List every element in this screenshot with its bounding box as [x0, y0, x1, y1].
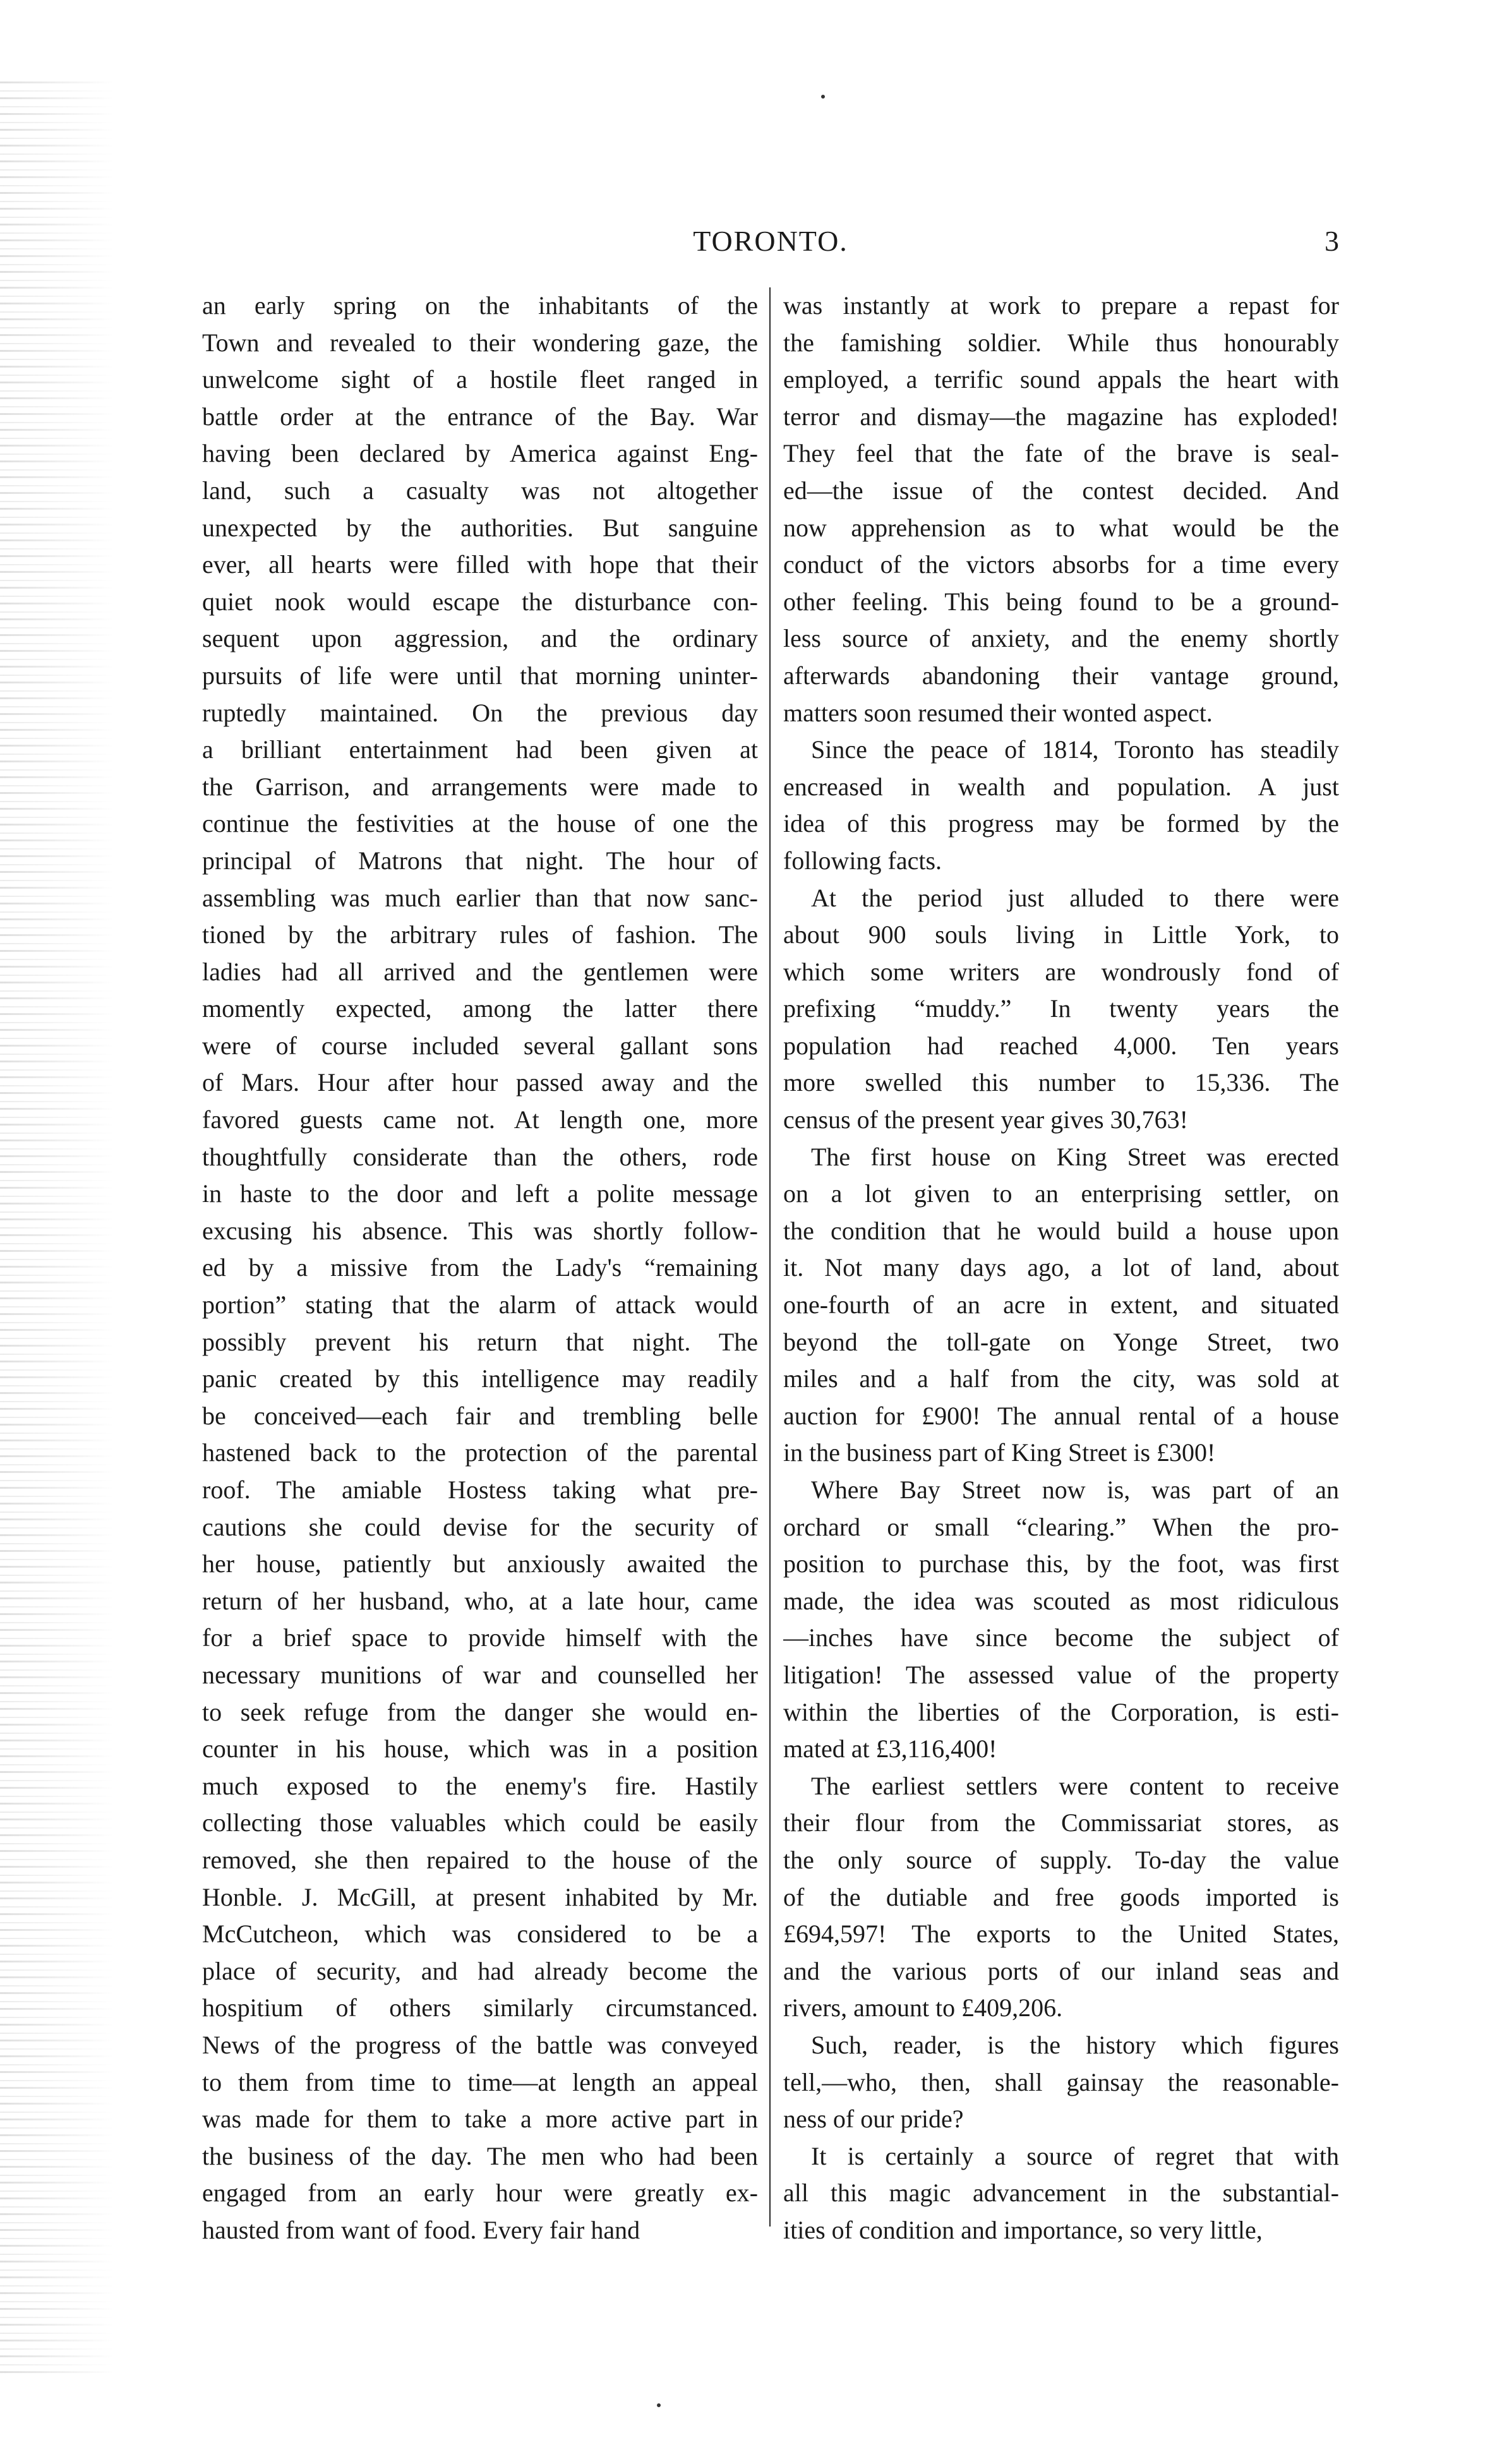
text-line: return of her husband, who, at a late hour, came — [202, 1586, 758, 1615]
text-line: continue the festivities at the house of one the — [202, 809, 758, 838]
text-line: a brilliant entertainment had been given at — [202, 735, 758, 764]
text-line: roof. The amiable Hostess taking what pre- — [202, 1475, 758, 1504]
text-line: about 900 souls living in Little York, to — [783, 920, 1339, 949]
text-columns — [202, 287, 1339, 2340]
text-line: less source of anxiety, and the enemy shortly — [783, 624, 1339, 653]
text-line: matters soon resumed their wonted aspect. — [783, 698, 1213, 727]
text-line: population had reached 4,000. Ten years — [783, 1031, 1339, 1060]
text-line: more swelled this number to 15,336. The — [783, 1068, 1339, 1097]
text-line: afterwards abandoning their vantage ground, — [783, 661, 1339, 690]
text-line: removed, she then repaired to the house of the — [202, 1845, 758, 1874]
text-line: were of course included several gallant sons — [202, 1031, 758, 1060]
page-number: 3 — [1325, 225, 1339, 257]
text-line: ever, all hearts were filled with hope that their — [202, 550, 758, 579]
text-line: in haste to the door and left a polite message — [202, 1179, 758, 1208]
text-line: quiet nook would escape the disturbance con- — [202, 587, 758, 616]
text-line: the only source of supply. To-day the value — [783, 1845, 1339, 1874]
text-line: assembling was much earlier than that now sanc- — [202, 883, 758, 912]
text-line: ed by a missive from the Lady's “remaining — [202, 1253, 758, 1282]
text-line: pursuits of life were until that morning uninter- — [202, 661, 758, 690]
text-line: was made for them to take a more active part in — [202, 2105, 758, 2134]
text-line: other feeling. This being found to be a ground- — [783, 587, 1339, 616]
text-line: mated at £3,116,400! — [783, 1734, 997, 1764]
text-line: Town and revealed to their wondering gaze, the — [202, 328, 758, 357]
text-line: having been declared by America against Eng- — [202, 439, 758, 468]
text-line: hastened back to the protection of the parental — [202, 1438, 758, 1467]
text-line: Where Bay Street now is, was part of an — [811, 1475, 1339, 1504]
text-line: made, the idea was scouted as most ridiculous — [783, 1586, 1339, 1615]
text-line: ed—the issue of the contest decided. And — [783, 476, 1339, 505]
text-line: It is certainly a source of regret that with — [811, 2141, 1339, 2170]
text-line: ness of our pride? — [783, 2105, 964, 2134]
print-speck — [657, 2403, 661, 2407]
column-rule — [769, 287, 771, 2227]
text-line: engaged from an early hour were greatly ex- — [202, 2179, 758, 2208]
text-line: —inches have since become the subject of — [783, 1623, 1339, 1652]
text-line: conduct of the victors absorbs for a time every — [783, 550, 1339, 579]
text-line: to them from time to time—at length an appeal — [202, 2067, 758, 2096]
text-line: possibly prevent his return that night. The — [202, 1327, 758, 1356]
text-line: rivers, amount to £409,206. — [783, 1993, 1063, 2022]
text-line: their flour from the Commissariat stores, as — [783, 1808, 1339, 1837]
text-line: on a lot given to an enterprising settler, on — [783, 1179, 1339, 1208]
text-line: an early spring on the inhabitants of the — [202, 291, 758, 320]
left-column — [202, 287, 758, 2249]
text-line: all this magic advancement in the substantial- — [783, 2179, 1339, 2208]
text-line: auction for £900! The annual rental of a house — [783, 1401, 1339, 1430]
text-line: ruptedly maintained. On the previous day — [202, 698, 758, 727]
text-line: prefixing “muddy.” In twenty years the — [783, 994, 1339, 1023]
text-line: collecting those valuables which could be easily — [202, 1808, 758, 1837]
text-line: one-fourth of an acre in extent, and situated — [783, 1290, 1339, 1319]
running-head — [202, 224, 1339, 268]
print-speck — [821, 95, 825, 99]
text-line: hospitium of others similarly circumstanced. — [202, 1993, 758, 2022]
text-line: thoughtfully considerate than the others, rode — [202, 1142, 758, 1171]
text-line: sequent upon aggression, and the ordinary — [202, 624, 758, 653]
right-column — [783, 287, 1339, 2249]
text-line: tell,—who, then, shall gainsay the reasonable- — [783, 2067, 1339, 2096]
text-line: unwelcome sight of a hostile fleet ranged in — [202, 365, 758, 394]
text-line: unexpected by the authorities. But sanguine — [202, 513, 758, 542]
text-line: terror and dismay—the magazine has exploded! — [783, 402, 1339, 431]
text-line: now apprehension as to what would be the — [783, 513, 1339, 542]
text-line: At the period just alluded to there were — [811, 883, 1339, 912]
text-line: The earliest settlers were content to receive — [811, 1771, 1339, 1800]
running-title: TORONTO. — [693, 225, 848, 257]
text-line: it. Not many days ago, a lot of land, about — [783, 1253, 1339, 1282]
text-line: the business of the day. The men who had been — [202, 2141, 758, 2170]
text-line: News of the progress of the battle was conveyed — [202, 2030, 758, 2059]
text-line: ities of condition and importance, so very little, — [783, 2215, 1263, 2244]
text-line: counter in his house, which was in a position — [202, 1734, 758, 1764]
text-line: the condition that he would build a house upon — [783, 1216, 1339, 1245]
text-line: her house, patiently but anxiously awaited the — [202, 1549, 758, 1578]
text-line: beyond the toll-gate on Yonge Street, two — [783, 1327, 1339, 1356]
text-line: to seek refuge from the danger she would en- — [202, 1697, 758, 1726]
text-line: McCutcheon, which was considered to be a — [202, 1920, 758, 1949]
text-line: which some writers are wondrously fond of — [783, 957, 1339, 986]
text-line: much exposed to the enemy's fire. Hastily — [202, 1771, 758, 1800]
text-line: principal of Matrons that night. The hour of — [202, 846, 758, 875]
text-line: excusing his absence. This was shortly follow- — [202, 1216, 758, 1245]
text-line: necessary munitions of war and counselled her — [202, 1660, 758, 1689]
text-line: census of the present year gives 30,763! — [783, 1105, 1188, 1134]
text-line: momently expected, among the latter there — [202, 994, 758, 1023]
text-line: orchard or small “clearing.” When the pro- — [783, 1512, 1339, 1541]
text-line: tioned by the arbitrary rules of fashion. The — [202, 920, 758, 949]
text-line: place of security, and had already become the — [202, 1956, 758, 1985]
text-line: employed, a terrific sound appals the heart with — [783, 365, 1339, 394]
text-line: for a brief space to provide himself with the — [202, 1623, 758, 1652]
text-line: idea of this progress may be formed by the — [783, 809, 1339, 838]
text-line: litigation! The assessed value of the property — [783, 1660, 1339, 1689]
text-line: and the various ports of our inland seas and — [783, 1956, 1339, 1985]
text-line: Honble. J. McGill, at present inhabited by Mr. — [202, 1882, 758, 1911]
text-line: in the business part of King Street is £300! — [783, 1438, 1216, 1467]
text-line: be conceived—each fair and trembling belle — [202, 1401, 758, 1430]
text-line: battle order at the entrance of the Bay. War — [202, 402, 758, 431]
text-line: ladies had all arrived and the gentlemen were — [202, 957, 758, 986]
text-line: within the liberties of the Corporation, is esti- — [783, 1697, 1339, 1726]
text-line: the famishing soldier. While thus honourably — [783, 328, 1339, 357]
text-line: the Garrison, and arrangements were made to — [202, 772, 758, 801]
text-line: Such, reader, is the history which figures — [811, 2030, 1339, 2059]
text-line: Since the peace of 1814, Toronto has steadily — [811, 735, 1339, 764]
text-line: was instantly at work to prepare a repast for — [783, 291, 1339, 320]
text-line: hausted from want of food. Every fair hand — [202, 2215, 640, 2244]
binding-edge-texture — [0, 76, 114, 2375]
text-line: panic created by this intelligence may readily — [202, 1364, 758, 1393]
text-line: The first house on King Street was erected — [811, 1142, 1339, 1171]
text-line: miles and a half from the city, was sold at — [783, 1364, 1339, 1393]
text-line: of Mars. Hour after hour passed away and the — [202, 1068, 758, 1097]
text-line: land, such a casualty was not altogether — [202, 476, 758, 505]
text-line: They feel that the fate of the brave is seal- — [783, 439, 1339, 468]
text-line: portion” stating that the alarm of attack would — [202, 1290, 758, 1319]
text-line: following facts. — [783, 846, 942, 875]
text-line: cautions she could devise for the security of — [202, 1512, 758, 1541]
text-line: £694,597! The exports to the United States, — [783, 1920, 1339, 1949]
text-line: of the dutiable and free goods imported is — [783, 1882, 1339, 1911]
text-line: position to purchase this, by the foot, was first — [783, 1549, 1339, 1578]
text-line: encreased in wealth and population. A just — [783, 772, 1339, 801]
text-line: favored guests came not. At length one, more — [202, 1105, 758, 1134]
